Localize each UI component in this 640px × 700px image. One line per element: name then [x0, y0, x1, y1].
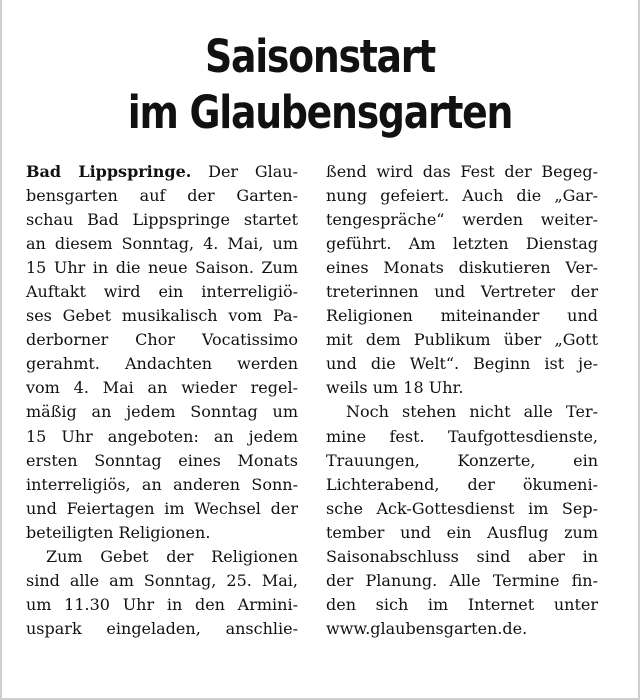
text-line: mit dem Publikum über „Gott: [326, 330, 598, 350]
text-line: Lichterabend, der ökumeni-: [326, 474, 598, 494]
text-line: bensgarten auf der Garten-: [26, 186, 298, 206]
text-line: sind alle am Sonntag, 25. Mai,: [26, 570, 298, 590]
text-line: Noch stehen nicht alle Ter-: [346, 402, 598, 422]
text-line: www.glaubensgarten.de.: [326, 618, 528, 638]
text-line: uspark eingeladen, anschlie-: [26, 618, 298, 638]
text-line: um 11.30 Uhr in den Armini-: [26, 594, 298, 614]
text-line: [26, 160, 298, 184]
text-line: ßend wird das Fest der Begeg-: [326, 162, 598, 181]
text-line: 15 Uhr angeboten: an jedem: [26, 426, 298, 446]
article-column-right: [326, 160, 598, 641]
text-line: Zum Gebet der Religionen: [46, 546, 298, 566]
text-line: eines Monats diskutieren Ver-: [326, 258, 598, 278]
text-line: schau Bad Lippspringe startet: [26, 210, 298, 230]
text-line: derborner Chor Vocatissimo: [26, 330, 298, 350]
text-line: tengespräche“ werden weiter-: [326, 210, 598, 230]
text-line: sche Ack-Gottesdienst im Sep-: [326, 498, 598, 518]
text-line: 15 Uhr in die neue Saison. Zum: [26, 258, 298, 278]
text-line: und Feiertagen im Wechsel der: [26, 498, 298, 518]
text-line: Trauungen, Konzerte, ein: [326, 450, 598, 470]
text-line: nung gefeiert. Auch die „Gar-: [326, 186, 598, 206]
text-line: ersten Sonntag eines Monats: [26, 450, 298, 470]
text-line: geführt. Am letzten Dienstag: [326, 234, 598, 254]
text-line: Religionen miteinander und: [326, 306, 598, 326]
text-line: vom 4. Mai an wieder regel-: [26, 378, 298, 398]
dateline: Bad Lippspringe.: [26, 162, 192, 181]
text-line: der Planung. Alle Termine fin-: [326, 570, 598, 590]
text-line: den sich im Internet unter: [326, 594, 598, 614]
text-line: beteiligten Religionen.: [26, 522, 211, 542]
text-line: weils um 18 Uhr.: [326, 378, 464, 398]
text-line: Saisonabschluss sind aber in: [326, 546, 598, 566]
headline-line-1: Saisonstart: [204, 30, 436, 83]
article-column-left: [26, 160, 298, 641]
text-line: Auftakt wird ein interreligiö-: [26, 282, 298, 302]
text-line: mine fest. Taufgottesdienste,: [326, 426, 598, 446]
text-line: und die Welt“. Beginn ist je-: [326, 354, 598, 374]
text-line: mäßig an jedem Sonntag um: [26, 402, 298, 422]
text-line: gerahmt. Andachten werden: [26, 354, 298, 374]
text-line: an diesem Sonntag, 4. Mai, um: [26, 234, 298, 254]
text-line: interreligiös, an anderen Sonn-: [26, 474, 298, 494]
text-line: tember und ein Ausflug zum: [326, 522, 598, 542]
text-line: treterinnen und Vertreter der: [326, 282, 598, 302]
headline-line-2: im Glaubensgarten: [127, 86, 513, 139]
text-line: ses Gebet musikalisch vom Pa-: [26, 306, 298, 326]
text-line-fragment: Der Glau-: [191, 162, 298, 181]
